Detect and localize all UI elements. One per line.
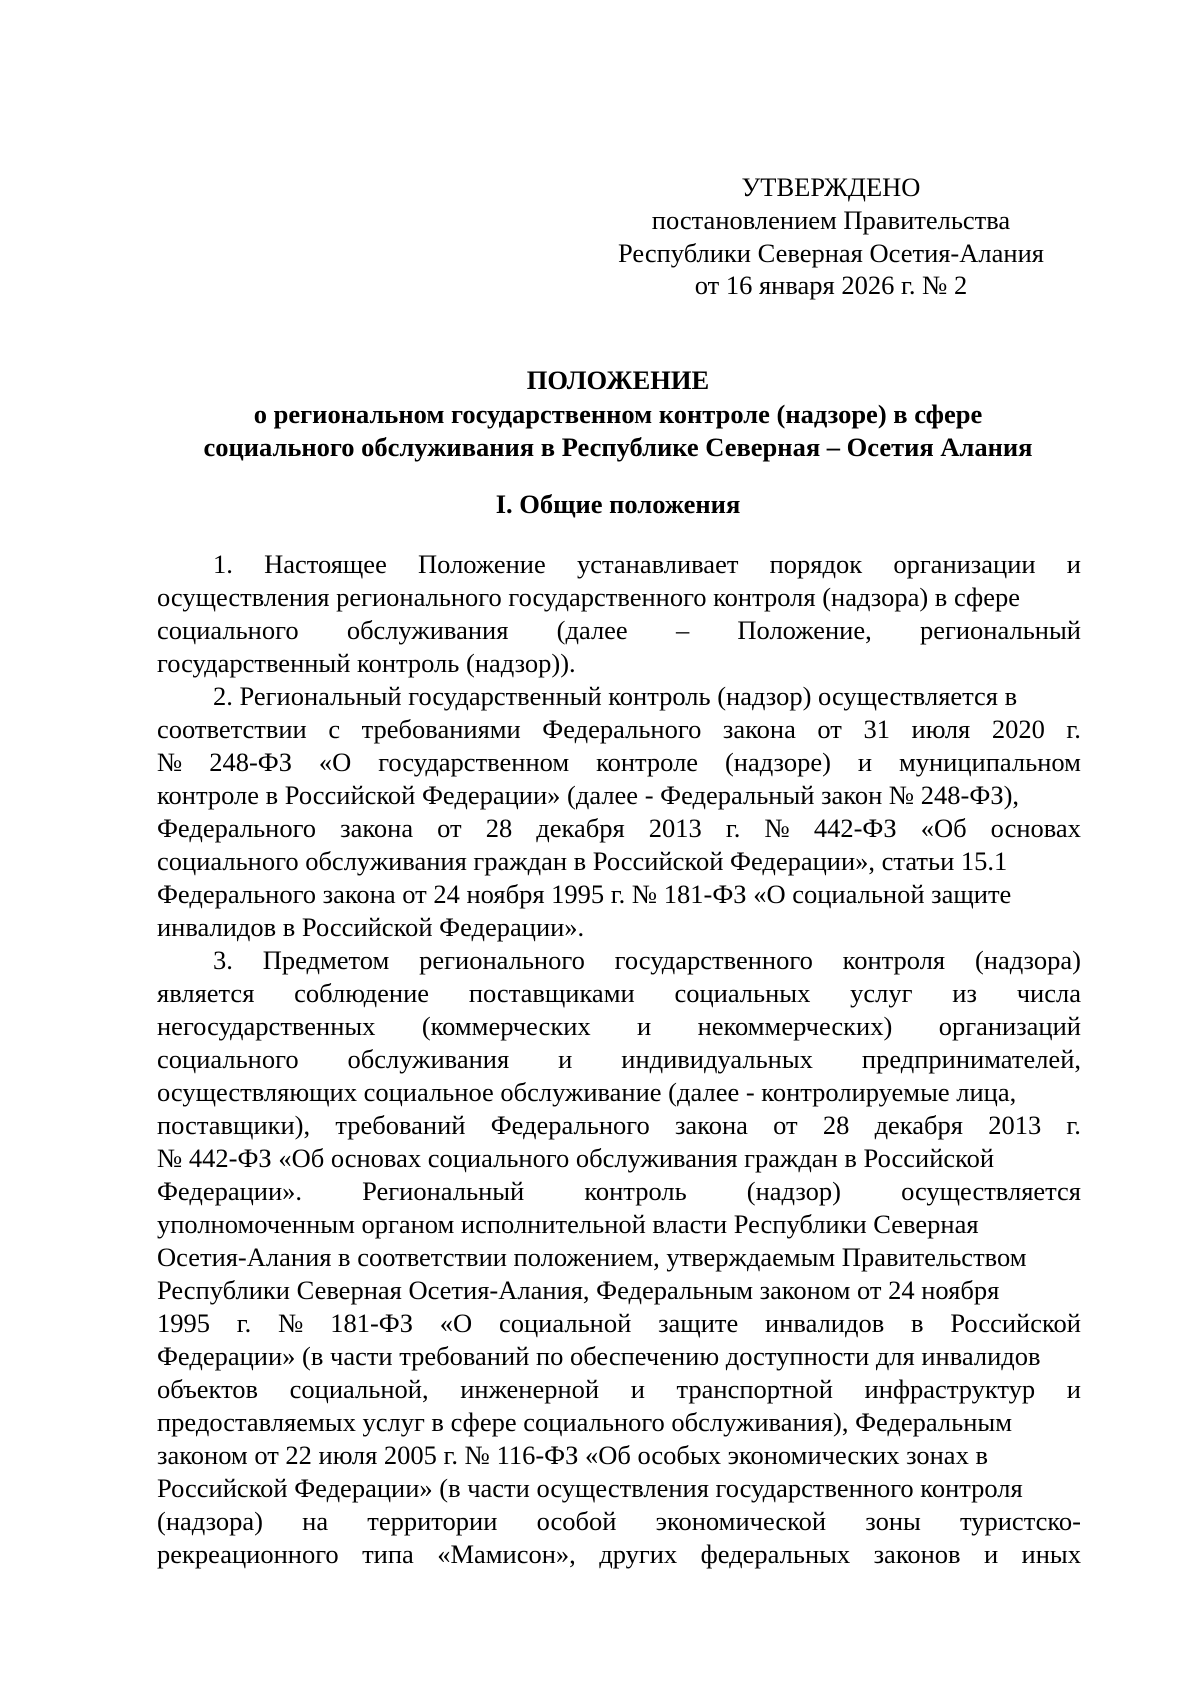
paragraph-line: Федерального закона от 24 ноября 1995 г. № 181-ФЗ «О социальной защите — [157, 879, 1012, 909]
paragraph-line — [157, 1109, 1081, 1142]
line-word: 1995 — [157, 1308, 210, 1338]
paragraph-line: инвалидов в Российской Федерации». — [157, 912, 585, 942]
line-word: г. — [725, 813, 741, 843]
line-word: социальных — [674, 978, 811, 1008]
line-word: и — [637, 1011, 652, 1041]
line-word: Российской — [950, 1308, 1081, 1338]
line-word: (надзор) — [746, 1176, 841, 1206]
line-word: Федерального — [157, 813, 317, 843]
line-word: 28 — [822, 1110, 850, 1140]
line-word: в — [911, 1308, 924, 1338]
line-word: поставщики), — [157, 1110, 311, 1140]
line-word: и — [1066, 1374, 1081, 1404]
line-word: г. — [236, 1308, 252, 1338]
line-word: 181-ФЗ — [330, 1308, 413, 1338]
paragraph-line — [157, 812, 1081, 845]
line-word: декабря — [536, 813, 625, 843]
paragraph-line — [157, 1175, 1081, 1208]
line-word: «Мамисон», — [437, 1539, 576, 1569]
paragraph-line — [157, 944, 1081, 977]
line-word: социального — [157, 1044, 299, 1074]
line-word: негосударственных — [157, 1011, 376, 1041]
line-word: территории — [367, 1506, 498, 1536]
line-word: закона — [340, 813, 414, 843]
line-word: законов — [873, 1539, 961, 1569]
line-word: государственном — [378, 747, 570, 777]
paragraph-line: контроле в Российской Федерации» (далее - Федеральный закон № 248-ФЗ), — [157, 780, 1020, 810]
line-word: 2013 — [648, 813, 702, 843]
paragraph-line — [157, 1043, 1081, 1076]
paragraph-line — [157, 1010, 1081, 1043]
paragraph-line — [157, 1307, 1081, 1340]
line-word: объектов — [157, 1374, 259, 1404]
line-word: контроль — [584, 1176, 687, 1206]
line-word: типа — [362, 1539, 414, 1569]
line-word: социальной — [498, 1308, 632, 1338]
document-title-subject-line-2: социального обслуживания в Республике Северная – Осетия Алания — [203, 432, 1033, 462]
line-word: на — [302, 1506, 329, 1536]
line-word: (коммерческих — [421, 1011, 591, 1041]
line-word: туристско- — [960, 1506, 1081, 1536]
paragraph-1 — [157, 548, 1081, 680]
line-word: соблюдение — [294, 978, 430, 1008]
line-word: 3. — [213, 945, 233, 975]
line-word: особой — [536, 1506, 617, 1536]
line-word: контроля — [842, 945, 946, 975]
line-word: и — [983, 1539, 999, 1569]
line-word: от — [437, 813, 462, 843]
paragraph-line — [157, 614, 1081, 647]
line-word: (далее — [556, 615, 628, 645]
paragraph-line: осуществления регионального государственного контроля (надзора) в сфере — [157, 582, 1020, 612]
paragraph-line: Федерации» (в части требований по обеспечению доступности для инвалидов — [157, 1341, 1041, 1371]
line-word: и — [1066, 549, 1081, 579]
paragraph-line — [157, 977, 1081, 1010]
paragraph-line: осуществляющих социальное обслуживание (далее - контролируемые лица, — [157, 1077, 1017, 1107]
line-word: Федерального — [490, 1110, 650, 1140]
line-word: (надзора) — [974, 945, 1081, 975]
line-word: № — [764, 813, 790, 843]
line-word: 2013 — [988, 1110, 1042, 1140]
line-word: устанавливает — [576, 549, 739, 579]
line-word: 28 — [485, 813, 513, 843]
line-word: из — [952, 978, 977, 1008]
line-word: № — [157, 747, 183, 777]
line-word: соответствии — [157, 714, 307, 744]
line-word: закона — [674, 1110, 748, 1140]
line-word: от — [817, 714, 842, 744]
approval-decree-line: постановлением Правительства — [651, 204, 1011, 235]
paragraph-2 — [157, 680, 1081, 944]
line-word: рекреационного — [157, 1539, 339, 1569]
line-word: зоны — [865, 1506, 921, 1536]
line-word: регионального — [419, 945, 585, 975]
line-word: № — [278, 1308, 304, 1338]
paragraph-line — [157, 1373, 1081, 1406]
paragraph-line: уполномоченным органом исполнительной власти Республики Северная — [157, 1209, 979, 1239]
line-word: «Об — [920, 813, 967, 843]
line-word: контроле — [596, 747, 699, 777]
line-word: инженерной — [460, 1374, 600, 1404]
line-word: индивидуальных — [621, 1044, 813, 1074]
line-word: «О — [439, 1308, 473, 1338]
line-word: обслуживания — [347, 1044, 510, 1074]
line-word: и — [857, 747, 873, 777]
document-title — [150, 364, 1086, 465]
line-word: и — [558, 1044, 573, 1074]
line-word: государственного — [614, 945, 813, 975]
line-word: иных — [1021, 1539, 1081, 1569]
paragraph-line: Республики Северная Осетия-Алания, Федеральным законом от 24 ноября — [157, 1275, 1000, 1305]
line-word: Положение — [418, 549, 546, 579]
paragraph-line: 2. Региональный государственный контроль (надзор) осуществляется в — [213, 681, 1018, 711]
paragraph-line: законом от 22 июля 2005 г. № 116-ФЗ «Об особых экономических зонах в — [157, 1440, 988, 1470]
line-word: организаций — [938, 1011, 1081, 1041]
line-word: предпринимателей, — [861, 1044, 1081, 1074]
document-body — [157, 548, 1081, 1571]
line-word: социального — [157, 615, 299, 645]
line-word: порядок — [769, 549, 863, 579]
line-word: 1. — [213, 549, 233, 579]
approval-date-line: от 16 января 2026 г. № 2 — [694, 270, 968, 301]
paragraph-line — [157, 1538, 1081, 1571]
line-word: «О — [318, 747, 352, 777]
paragraph-line — [157, 713, 1081, 746]
paragraph-line: социального обслуживания граждан в Российской Федерации», статьи 15.1 — [157, 846, 1008, 876]
line-word: декабря — [874, 1110, 963, 1140]
line-word: 442-ФЗ — [813, 813, 897, 843]
line-word: поставщиками — [468, 978, 635, 1008]
paragraph-line: предоставляемых услуг в сфере социального обслуживания), Федеральным — [157, 1407, 1012, 1437]
line-word: (надзоре) — [724, 747, 831, 777]
line-word: требованиями — [361, 714, 521, 744]
line-word: региональный — [919, 615, 1081, 645]
line-word: требований — [335, 1110, 466, 1140]
line-word: Региональный — [362, 1176, 525, 1206]
line-word: 248-ФЗ — [209, 747, 292, 777]
paragraph-line: Осетия-Алания в соответствии положением, утверждаемым Правительством — [157, 1242, 1027, 1272]
line-word: числа — [1016, 978, 1081, 1008]
line-word: муниципальном — [898, 747, 1081, 777]
line-word: Положение, — [737, 615, 872, 645]
paragraph-line: Российской Федерации» (в части осуществления государственного контроля — [157, 1473, 1023, 1503]
line-word: является — [157, 978, 255, 1008]
approval-block — [598, 171, 1064, 302]
line-word: социальной, — [289, 1374, 429, 1404]
line-word: экономической — [655, 1506, 827, 1536]
paragraph-line — [157, 746, 1081, 779]
line-word: Федерального — [542, 714, 702, 744]
line-word: организации — [893, 549, 1036, 579]
line-word: закона — [722, 714, 796, 744]
section-heading: I. Общие положения — [495, 489, 741, 519]
line-word: г. — [1066, 714, 1081, 744]
line-word: от — [773, 1110, 798, 1140]
paragraph-3 — [157, 944, 1081, 1571]
line-word: услуг — [850, 978, 913, 1008]
line-word: защите — [658, 1308, 739, 1338]
document-title-subject-line-1: о региональном государственном контроле (надзоре) в сфере — [253, 398, 983, 429]
line-word: обслуживания — [346, 615, 509, 645]
paragraph-line — [157, 548, 1081, 581]
line-word: основах — [990, 813, 1081, 843]
paragraph-line: государственный контроль (надзор)). — [157, 648, 576, 678]
line-word: и — [630, 1374, 645, 1404]
line-word: некоммерческих) — [697, 1011, 893, 1041]
line-word: инвалидов — [765, 1308, 885, 1338]
approval-republic-line: Республики Северная Осетия-Алания — [618, 237, 1044, 268]
line-word: г. — [1066, 1110, 1081, 1140]
line-word: – — [675, 615, 690, 645]
paragraph-line: № 442-ФЗ «Об основах социального обслуживания граждан в Российской — [157, 1143, 995, 1173]
line-word: с — [328, 714, 341, 744]
line-word: транспортной — [676, 1374, 833, 1404]
line-word: 31 — [863, 714, 890, 744]
line-word: июля — [911, 714, 971, 744]
line-word: (надзора) — [157, 1506, 263, 1536]
approval-stamp-heading: УТВЕРЖДЕНО — [741, 172, 921, 202]
line-word: Настоящее — [264, 549, 387, 579]
line-word: 2020 — [991, 714, 1045, 744]
line-word: Федерации». — [157, 1176, 303, 1206]
line-word: инфраструктур — [864, 1374, 1036, 1404]
document-title-word: ПОЛОЖЕНИЕ — [526, 365, 710, 395]
line-word: Предметом — [262, 945, 390, 975]
line-word: других — [599, 1539, 678, 1569]
line-word: осуществляется — [901, 1176, 1081, 1206]
paragraph-line — [157, 1505, 1081, 1538]
line-word: федеральных — [700, 1539, 851, 1569]
